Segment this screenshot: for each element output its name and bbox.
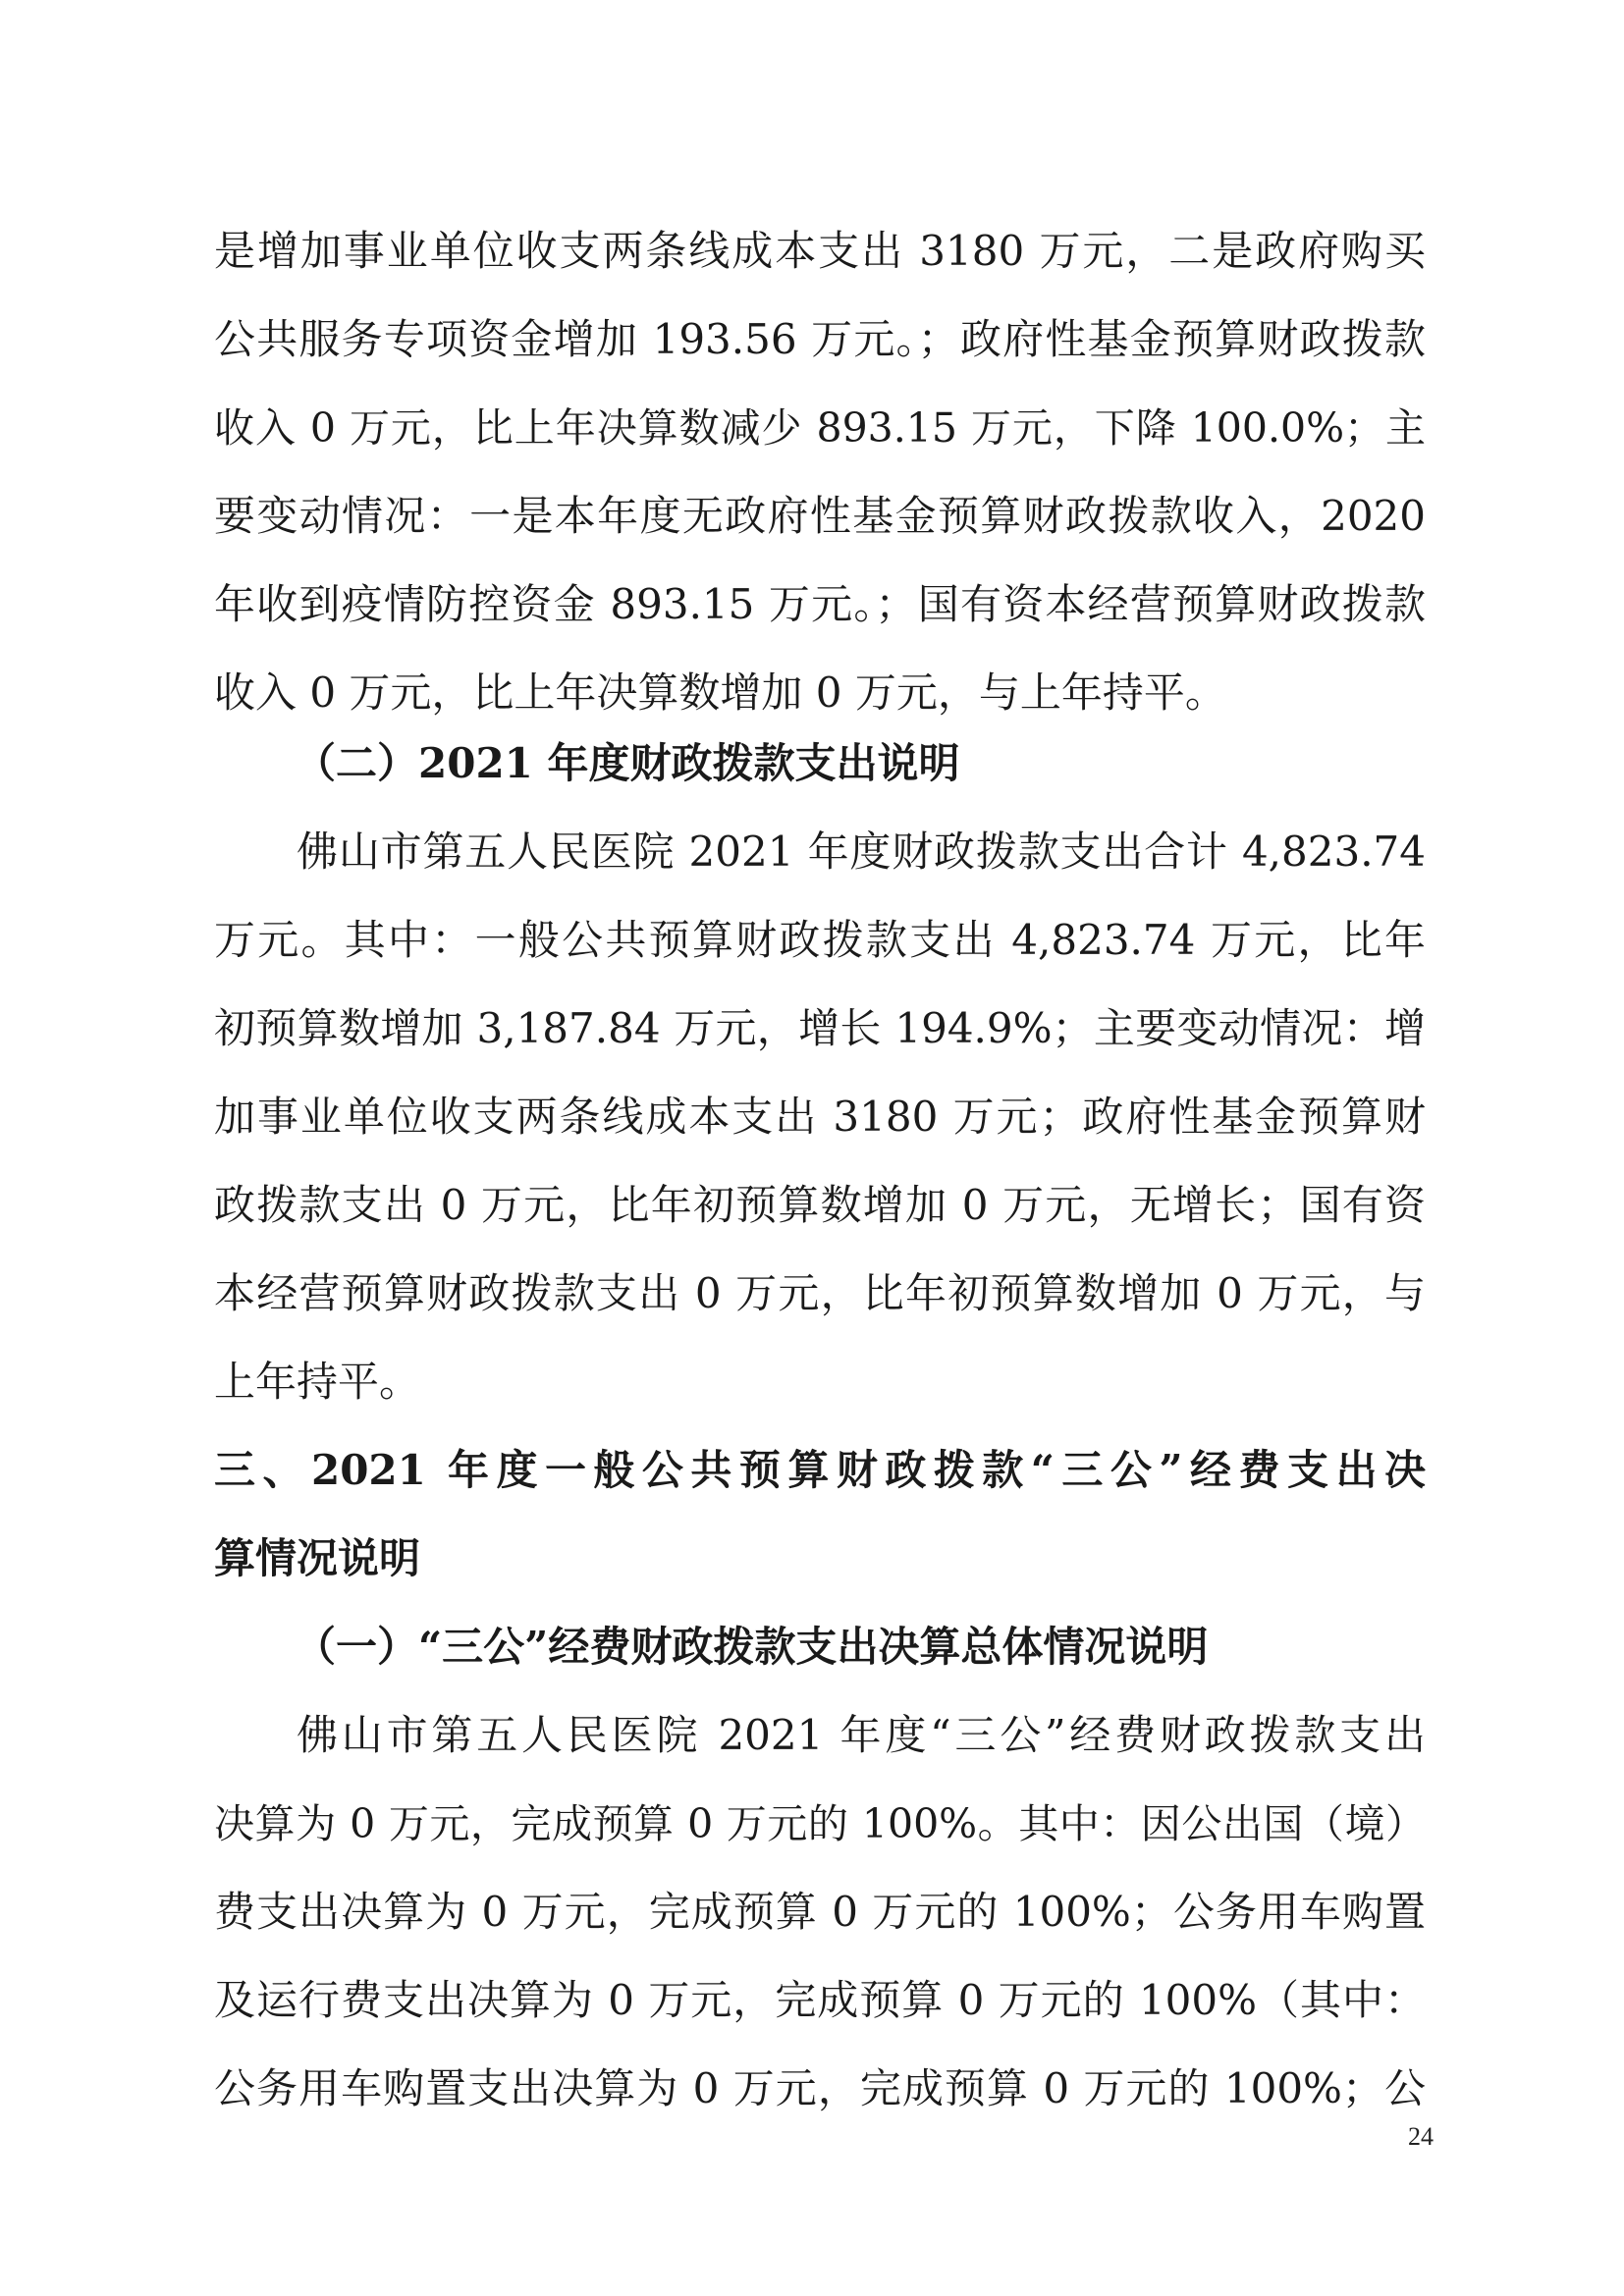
paragraph-line: 佛山市第五人民医院 2021 年度“三公”经费财政拨款支出: [297, 1711, 1426, 1759]
paragraph-line: 政拨款支出 0 万元，比年初预算数增加 0 万元，无增长；国有资: [214, 1181, 1426, 1229]
paragraph-line: 收入 0 万元，比上年决算数增加 0 万元，与上年持平。: [214, 668, 1226, 717]
paragraph-line: 年收到疫情防控资金 893.15 万元。；国有资本经营预算财政拨款: [214, 580, 1426, 628]
paragraph-line: 本经营预算财政拨款支出 0 万元，比年初预算数增加 0 万元，与: [214, 1269, 1426, 1317]
paragraph-line: 要变动情况：一是本年度无政府性基金预算财政拨款收入，2020: [214, 492, 1426, 540]
paragraph-line: 佛山市第五人民医院 2021 年度财政拨款支出合计 4,823.74: [297, 828, 1426, 876]
paragraph-line: 收入 0 万元，比上年决算数减少 893.15 万元，下降 100.0%；主: [214, 404, 1426, 452]
paragraph-line: 加事业单位收支两条线成本支出 3180 万元；政府性基金预算财: [214, 1093, 1426, 1141]
section-heading: 三、2021 年度一般公共预算财政拨款“三公”经费支出决: [214, 1446, 1426, 1494]
paragraph-line: 万元。其中：一般公共预算财政拨款支出 4,823.74 万元，比年: [214, 916, 1426, 964]
paragraph-line: 公务用车购置支出决算为 0 万元，完成预算 0 万元的 100%；公: [214, 2064, 1426, 2112]
paragraph-line: 是增加事业单位收支两条线成本支出 3180 万元，二是政府购买: [214, 227, 1426, 275]
paragraph-line: 费支出决算为 0 万元，完成预算 0 万元的 100%；公务用车购置: [214, 1888, 1426, 1936]
paragraph-line: 及运行费支出决算为 0 万元，完成预算 0 万元的 100%（其中：: [214, 1976, 1426, 2024]
paragraph-line: 上年持平。: [214, 1358, 421, 1406]
page-number: 24: [1408, 2122, 1434, 2151]
section-subheading: （一）“三公”经费财政拨款支出决算总体情况说明: [295, 1623, 1209, 1671]
section-heading: 算情况说明: [214, 1534, 421, 1582]
section-subheading: （二）2021 年度财政拨款支出说明: [295, 739, 960, 787]
paragraph-line: 初预算数增加 3,187.84 万元，增长 194.9%；主要变动情况：增: [214, 1004, 1426, 1052]
paragraph-line: 决算为 0 万元，完成预算 0 万元的 100%。其中：因公出国（境）: [214, 1800, 1426, 1847]
paragraph-line: 公共服务专项资金增加 193.56 万元。；政府性基金预算财政拨款: [214, 315, 1426, 363]
